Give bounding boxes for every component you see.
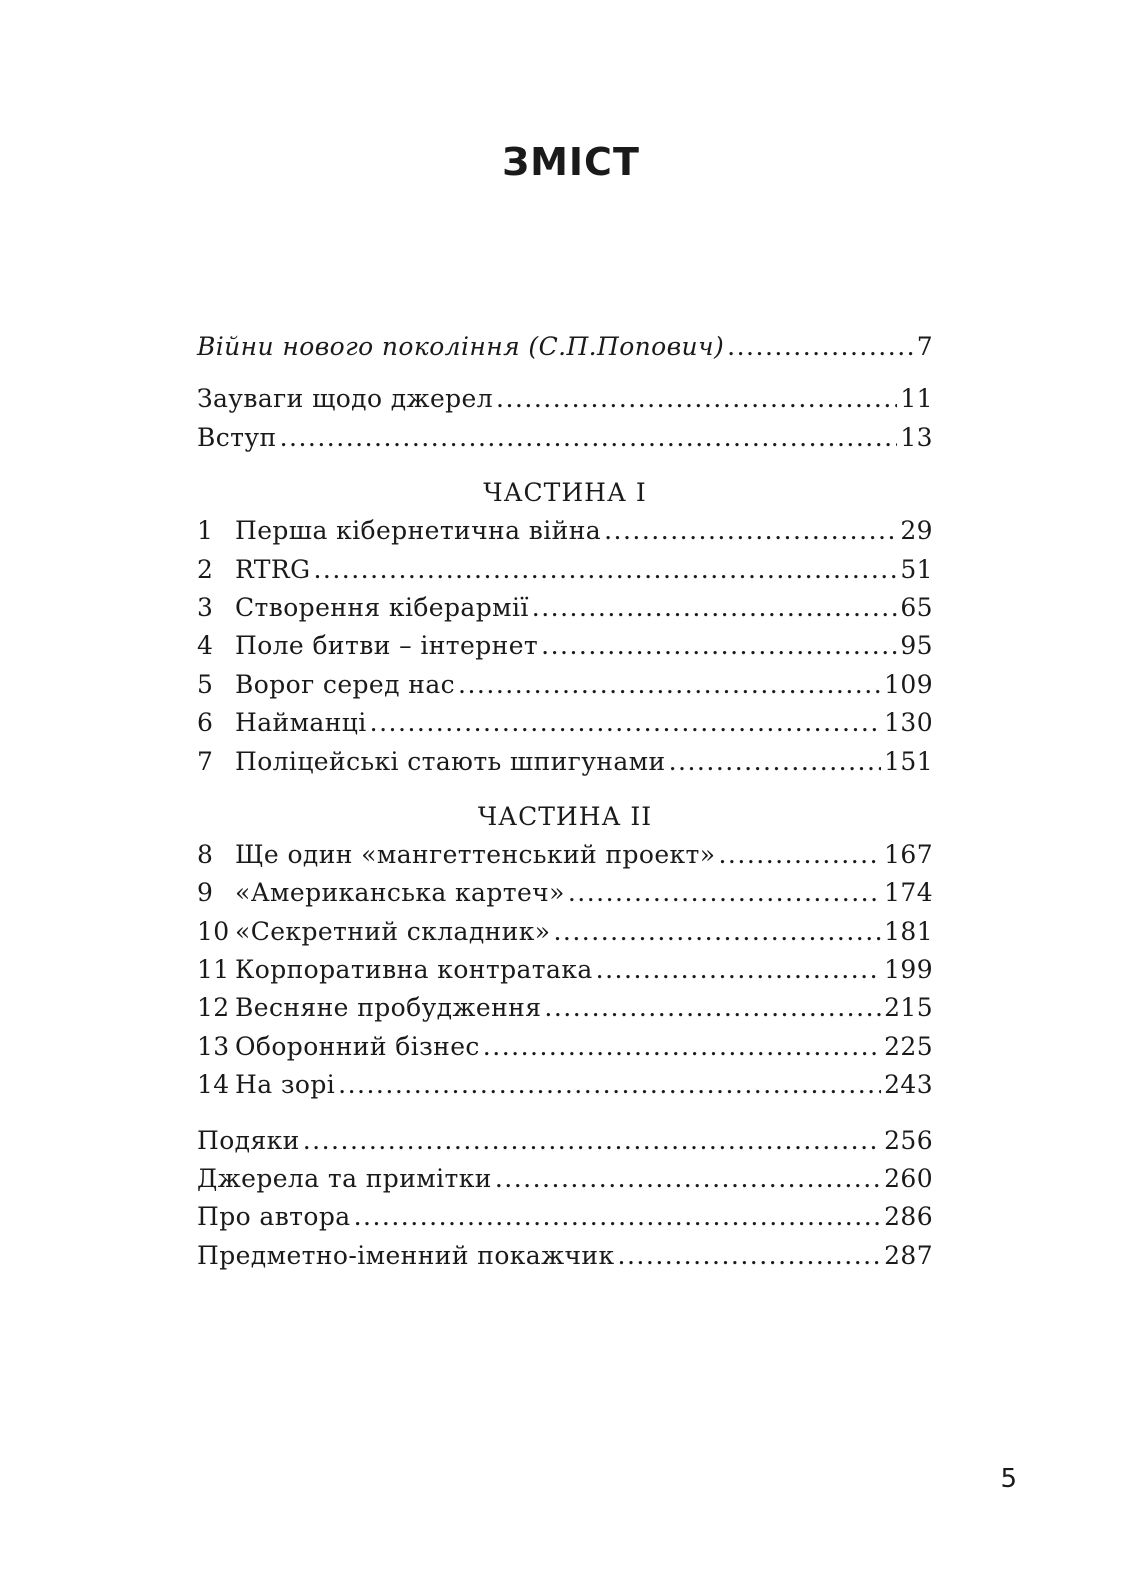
leader-dots — [618, 1237, 882, 1275]
toc-chapter-2[interactable] — [197, 551, 933, 589]
toc-chapter-1[interactable] — [197, 512, 933, 550]
chapter-page: 167 — [884, 839, 933, 869]
toc-chapter-14[interactable] — [197, 1066, 933, 1104]
part-heading-1: ЧАСТИНА I — [483, 478, 647, 508]
toc-entry-sources-note[interactable] — [197, 380, 933, 418]
toc-chapter-5[interactable] — [197, 666, 933, 704]
toc-chapter-4[interactable] — [197, 627, 933, 665]
chapter-number: 4 — [197, 631, 214, 661]
leader-dots — [354, 1198, 882, 1236]
toc-entry-label: Джерела та примітки — [197, 1164, 492, 1194]
toc-chapter-3[interactable] — [197, 589, 933, 627]
chapter-title: «Секретний складник» — [235, 916, 551, 946]
chapter-title: Поліцейські стають шпигунами — [235, 746, 666, 776]
chapter-page: 181 — [884, 916, 933, 946]
leader-dots — [280, 419, 898, 457]
chapter-title: «Американська картеч» — [235, 878, 565, 908]
toc-entry-label: Подяки — [197, 1125, 300, 1155]
chapter-page: 109 — [884, 669, 933, 699]
toc-entry-index[interactable] — [197, 1237, 933, 1275]
leader-dots — [303, 1122, 881, 1160]
chapter-title: Створення кіберармії — [235, 592, 529, 622]
chapter-title: Найманці — [235, 708, 367, 738]
leader-dots — [544, 989, 881, 1027]
leader-dots — [496, 380, 897, 418]
part-heading-2: ЧАСТИНА II — [477, 801, 653, 831]
leader-dots — [483, 1028, 881, 1066]
toc-entry-page: 260 — [884, 1164, 933, 1194]
chapter-page: 174 — [884, 878, 933, 908]
chapter-page: 65 — [900, 592, 933, 622]
chapter-page: 29 — [900, 516, 933, 546]
toc-entry-label: Про автора — [197, 1202, 351, 1232]
chapter-number: 7 — [197, 746, 214, 776]
chapter-number: 5 — [197, 669, 214, 699]
leader-dots — [596, 951, 881, 989]
leader-dots — [669, 743, 881, 781]
chapter-page: 151 — [884, 746, 933, 776]
page-number: 5 — [1000, 1464, 1017, 1494]
leader-dots — [718, 836, 881, 874]
toc-entry-page: 286 — [884, 1202, 933, 1232]
toc-chapter-8[interactable] — [197, 836, 933, 874]
leader-dots — [553, 913, 881, 951]
toc-entry-sources-notes[interactable] — [197, 1160, 933, 1198]
chapter-title: Корпоративна контратака — [235, 955, 593, 985]
toc-entry-page: 256 — [884, 1125, 933, 1155]
table-of-contents — [197, 328, 933, 1275]
chapter-page: 225 — [884, 1031, 933, 1061]
toc-chapter-6[interactable] — [197, 704, 933, 742]
chapter-number: 10 — [197, 916, 230, 946]
chapter-title: Весняне пробудження — [235, 993, 542, 1023]
leader-dots — [727, 328, 914, 366]
leader-dots — [458, 666, 881, 704]
chapter-number: 8 — [197, 839, 214, 869]
chapter-number: 12 — [197, 993, 230, 1023]
chapter-page: 215 — [884, 993, 933, 1023]
chapter-title: Перша кібернетична війна — [235, 516, 602, 546]
leader-dots — [568, 874, 881, 912]
chapter-title: Оборонний бізнес — [235, 1031, 480, 1061]
chapter-title: На зорі — [235, 1070, 336, 1100]
toc-chapter-10[interactable] — [197, 913, 933, 951]
chapter-number: 14 — [197, 1070, 230, 1100]
toc-chapter-11[interactable] — [197, 951, 933, 989]
leader-dots — [604, 512, 897, 550]
toc-entry-label: Вступ — [197, 422, 277, 452]
chapter-number: 3 — [197, 592, 214, 622]
toc-chapter-13[interactable] — [197, 1028, 933, 1066]
toc-entry-page: 7 — [916, 332, 933, 361]
chapter-page: 51 — [900, 554, 933, 584]
toc-chapter-7[interactable] — [197, 743, 933, 781]
chapter-title: Ворог серед нас — [235, 669, 456, 699]
toc-entry-foreword[interactable] — [197, 328, 933, 366]
toc-entry-introduction[interactable] — [197, 419, 933, 457]
toc-entry-label: Зауваги щодо джерел — [197, 384, 494, 414]
toc-chapter-12[interactable] — [197, 989, 933, 1027]
leader-dots — [313, 551, 897, 589]
leader-dots — [495, 1160, 881, 1198]
chapter-page: 199 — [884, 955, 933, 985]
toc-entry-label: Предметно-іменний покажчик — [197, 1240, 615, 1270]
toc-entry-acknowledgements[interactable] — [197, 1122, 933, 1160]
toc-entry-label: Війни нового покоління (С.П.Попович) — [197, 332, 725, 361]
chapter-number: 13 — [197, 1031, 230, 1061]
toc-chapter-9[interactable] — [197, 874, 933, 912]
chapter-number: 11 — [197, 955, 230, 985]
toc-entry-about-author[interactable] — [197, 1198, 933, 1236]
chapter-title: Поле битви – інтернет — [235, 631, 539, 661]
chapter-title: RTRG — [235, 554, 311, 584]
chapter-number: 2 — [197, 554, 214, 584]
chapter-number: 9 — [197, 878, 214, 908]
leader-dots — [532, 589, 898, 627]
toc-entry-page: 11 — [900, 384, 933, 414]
leader-dots — [541, 627, 897, 665]
chapter-page: 130 — [884, 708, 933, 738]
leader-dots — [370, 704, 881, 742]
chapter-page: 243 — [884, 1070, 933, 1100]
page-title: ЗМІСТ — [502, 140, 640, 184]
toc-entry-page: 287 — [884, 1240, 933, 1270]
leader-dots — [338, 1066, 881, 1104]
chapter-page: 95 — [900, 631, 933, 661]
chapter-number: 6 — [197, 708, 214, 738]
chapter-number: 1 — [197, 516, 214, 546]
toc-entry-page: 13 — [900, 422, 933, 452]
chapter-title: Ще один «мангеттенський проект» — [235, 839, 716, 869]
